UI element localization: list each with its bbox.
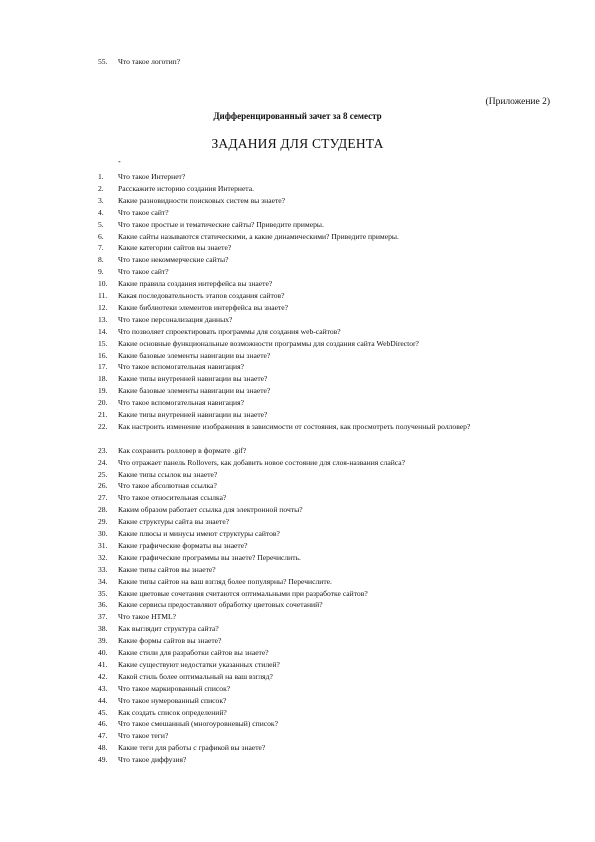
- list-item: [98, 327, 341, 336]
- item-number: 6.: [98, 231, 104, 241]
- list-item: [98, 184, 254, 193]
- list-item: [98, 470, 217, 479]
- list-item: [98, 267, 169, 276]
- item-text: Какие стили для разработки сайтов вы знаете?: [118, 648, 269, 657]
- list-item: [98, 660, 280, 669]
- item-number: 20.: [98, 398, 108, 408]
- item-text: Что отражает панель Rollovers, как добавить новое состояние для слоя-названия слайса?: [118, 457, 405, 467]
- item-number: 25.: [98, 469, 108, 479]
- list-item: [98, 303, 288, 312]
- item-text: Какой стиль более оптимальный на ваш взгляд?: [118, 671, 273, 681]
- item-number: 16.: [98, 350, 108, 360]
- item-text: Расскажите историю создания Интернета.: [118, 183, 254, 193]
- item-text: Какая последовательность этапов создания сайтов?: [118, 291, 285, 300]
- list-item: [98, 684, 230, 693]
- item-number: 43.: [98, 683, 108, 693]
- item-number: 1.: [98, 172, 104, 181]
- item-number: 9.: [98, 267, 104, 277]
- item-text: Какие разновидности поисковых систем вы знаете?: [118, 195, 286, 205]
- item-text: Какие категории сайтов вы знаете?: [118, 243, 232, 253]
- list-item: [98, 446, 246, 455]
- item-text: Что такое простые и тематические сайты? Приведите примеры.: [118, 219, 324, 229]
- list-item: [98, 636, 221, 645]
- list-item: [98, 600, 323, 609]
- item-number: 31.: [98, 540, 108, 550]
- list-item: [98, 565, 216, 574]
- list-item: [98, 374, 267, 383]
- list-item: [98, 493, 226, 502]
- item-number: 32.: [98, 552, 108, 562]
- list-item: [98, 529, 280, 538]
- list-item: [98, 481, 217, 490]
- item-number: 21.: [98, 410, 108, 419]
- item-text: Что такое абсолютная ссылка?: [118, 481, 217, 491]
- list-item: [98, 291, 284, 300]
- item-number: 28.: [98, 505, 108, 515]
- list-item: [98, 196, 285, 205]
- list-item: [98, 731, 168, 740]
- item-text: Какие типы сайтов вы знаете?: [118, 564, 216, 574]
- item-number: 42.: [98, 671, 108, 681]
- item-text: Какие сервисы предоставляют обработку цветовых сочетаний?: [118, 600, 323, 610]
- list-item: [98, 255, 229, 264]
- item-number: 27.: [98, 493, 108, 503]
- item-text: Что такое персонализация данных?: [118, 314, 233, 324]
- item-text: Какие графические программы вы знаете? Перечислить.: [118, 552, 301, 562]
- item-number: 2.: [98, 183, 104, 193]
- item-text: Что такое логотип?: [118, 57, 181, 66]
- item-number: 24.: [98, 457, 108, 467]
- item-text: Какие типы внутренней навигации вы знаете?: [118, 374, 268, 384]
- item-number: 23.: [98, 445, 108, 455]
- item-text: Что такое сайт?: [118, 267, 169, 277]
- item-text: Какие типы ссылок вы знаете?: [118, 469, 218, 479]
- item-number: 41.: [98, 659, 108, 669]
- item-number: 4.: [98, 207, 104, 217]
- list-item: [98, 386, 270, 395]
- item-number: 33.: [98, 564, 108, 574]
- item-number: 55.: [98, 57, 108, 66]
- item-text: Что такое некоммерческие сайты?: [118, 255, 229, 265]
- item-text: Какие цветовые сочетания считаются оптимальными при разработке сайтов?: [118, 588, 368, 598]
- item-number: 17.: [98, 362, 108, 372]
- list-item: [98, 612, 176, 621]
- item-text: Какие базовые элементы навигации вы знаете?: [118, 350, 271, 360]
- list-item: [98, 422, 538, 431]
- item-text: Как выглядит структура сайта?: [118, 624, 219, 634]
- item-text: Какие теги для работы с графикой вы знаете?: [118, 743, 266, 753]
- item-text: Какие структуры сайта вы знаете?: [118, 517, 230, 527]
- item-text: Каким образом работает ссылка для электронной почты?: [118, 505, 303, 515]
- item-number: 44.: [98, 695, 108, 705]
- list-item: [98, 672, 273, 681]
- item-number: 18.: [98, 374, 108, 384]
- item-text: Что такое сайт?: [118, 207, 169, 217]
- item-number: 35.: [98, 588, 108, 598]
- item-text: Что такое HTML?: [118, 612, 176, 622]
- item-text: Что позволяет спроектировать программы для создания web-сайтов?: [118, 326, 341, 336]
- item-number: 29.: [98, 517, 108, 527]
- list-item: [98, 719, 278, 728]
- dash-mark: -: [118, 157, 121, 166]
- item-text: Что такое смешанный (многоуровневый) список?: [118, 719, 278, 729]
- item-number: 7.: [98, 243, 104, 253]
- list-item: [98, 172, 185, 181]
- item-number: 13.: [98, 314, 108, 324]
- list-item: [98, 410, 267, 419]
- item-text: Что такое диффузия?: [118, 755, 187, 765]
- page-subtitle: Дифференцированный зачет за 8 семестр: [213, 111, 382, 121]
- item-number: 12.: [98, 302, 108, 312]
- list-item: [98, 648, 269, 657]
- item-number: 26.: [98, 481, 108, 491]
- list-item: [98, 57, 180, 66]
- list-item: [98, 398, 244, 407]
- list-item: [98, 696, 226, 705]
- item-text: Какие плюсы и минусы имеют структуры сайтов?: [118, 529, 280, 538]
- item-number: 8.: [98, 255, 104, 265]
- list-item: [98, 362, 244, 371]
- item-text: Что такое вспомогательная навигация?: [118, 362, 244, 372]
- item-number: 40.: [98, 648, 108, 657]
- item-text: Как сохранить ролловер в формате .gif?: [118, 445, 247, 455]
- list-item: [98, 458, 405, 467]
- item-text: Что такое теги?: [118, 731, 169, 741]
- item-text: Что такое относительная ссылка?: [118, 493, 227, 503]
- page-title: ЗАДАНИЯ ДЛЯ СТУДЕНТА: [211, 136, 384, 151]
- list-item: [98, 541, 248, 550]
- item-number: 10.: [98, 279, 108, 289]
- item-text: Какие существуют недостатки указанных стилей?: [118, 659, 280, 669]
- item-number: 34.: [98, 576, 108, 586]
- list-item: [98, 243, 231, 252]
- item-number: 37.: [98, 612, 108, 622]
- item-text: Какие формы сайтов вы знаете?: [118, 636, 222, 646]
- list-item: [98, 505, 303, 514]
- item-text: Какие базовые элементы навигации вы знаете?: [118, 386, 271, 396]
- item-number: 47.: [98, 731, 108, 741]
- item-number: 19.: [98, 386, 108, 396]
- item-text: Какие основные функциональные возможности программы для создания сайта WebDirector?: [118, 338, 419, 348]
- list-item: [98, 339, 419, 348]
- list-item: [98, 577, 332, 586]
- item-number: 45.: [98, 707, 108, 717]
- item-number: 49.: [98, 755, 108, 765]
- item-text: Какие библиотеки элементов интерфейса вы знаете?: [118, 302, 289, 312]
- item-text: Что такое маркированный список?: [118, 683, 231, 693]
- item-number: 39.: [98, 636, 108, 646]
- list-item: [98, 553, 301, 562]
- item-text: Что такое нумерованный список?: [118, 695, 227, 705]
- list-item: [98, 743, 265, 752]
- item-text: Какие правила создания интерфейса вы знаете?: [118, 279, 273, 289]
- list-item: [98, 589, 368, 598]
- list-item: [98, 232, 399, 241]
- item-number: 5.: [98, 219, 104, 229]
- item-text: Какие типы сайтов на ваш взгляд более популярны? Перечислите.: [118, 576, 332, 586]
- item-text: Какие типы внутренней навигации вы знаете?: [118, 410, 268, 419]
- list-item: [98, 315, 232, 324]
- item-text: Какие графические форматы вы знаете?: [118, 540, 248, 550]
- item-text: Что такое вспомогательная навигация?: [118, 398, 244, 408]
- item-number: 15.: [98, 338, 108, 348]
- list-item: [98, 208, 169, 217]
- item-number: 3.: [98, 195, 104, 205]
- item-number: 46.: [98, 719, 108, 729]
- item-number: 14.: [98, 326, 108, 336]
- item-number: 30.: [98, 529, 108, 538]
- list-item: [98, 624, 219, 633]
- item-number: 36.: [98, 600, 108, 610]
- item-number: 11.: [98, 291, 108, 300]
- item-number: 22.: [98, 421, 108, 431]
- list-item: [98, 351, 270, 360]
- list-item: [98, 755, 186, 764]
- list-item: [98, 708, 227, 717]
- item-text: Как настроить изменение изображения в зависимости от состояния, как просмотреть полученный ролловер?: [118, 421, 471, 431]
- list-item: [98, 220, 324, 229]
- item-text: Как создать список определений?: [118, 707, 227, 717]
- item-number: 48.: [98, 743, 108, 753]
- item-number: 38.: [98, 624, 108, 634]
- item-text: Что такое Интернет?: [118, 172, 186, 181]
- item-text: Какие сайты называются статическими, а какие динамическими? Приведите примеры.: [118, 231, 399, 241]
- appendix-label: (Приложение 2): [485, 97, 550, 107]
- list-item: [98, 517, 229, 526]
- list-item: [98, 279, 272, 288]
